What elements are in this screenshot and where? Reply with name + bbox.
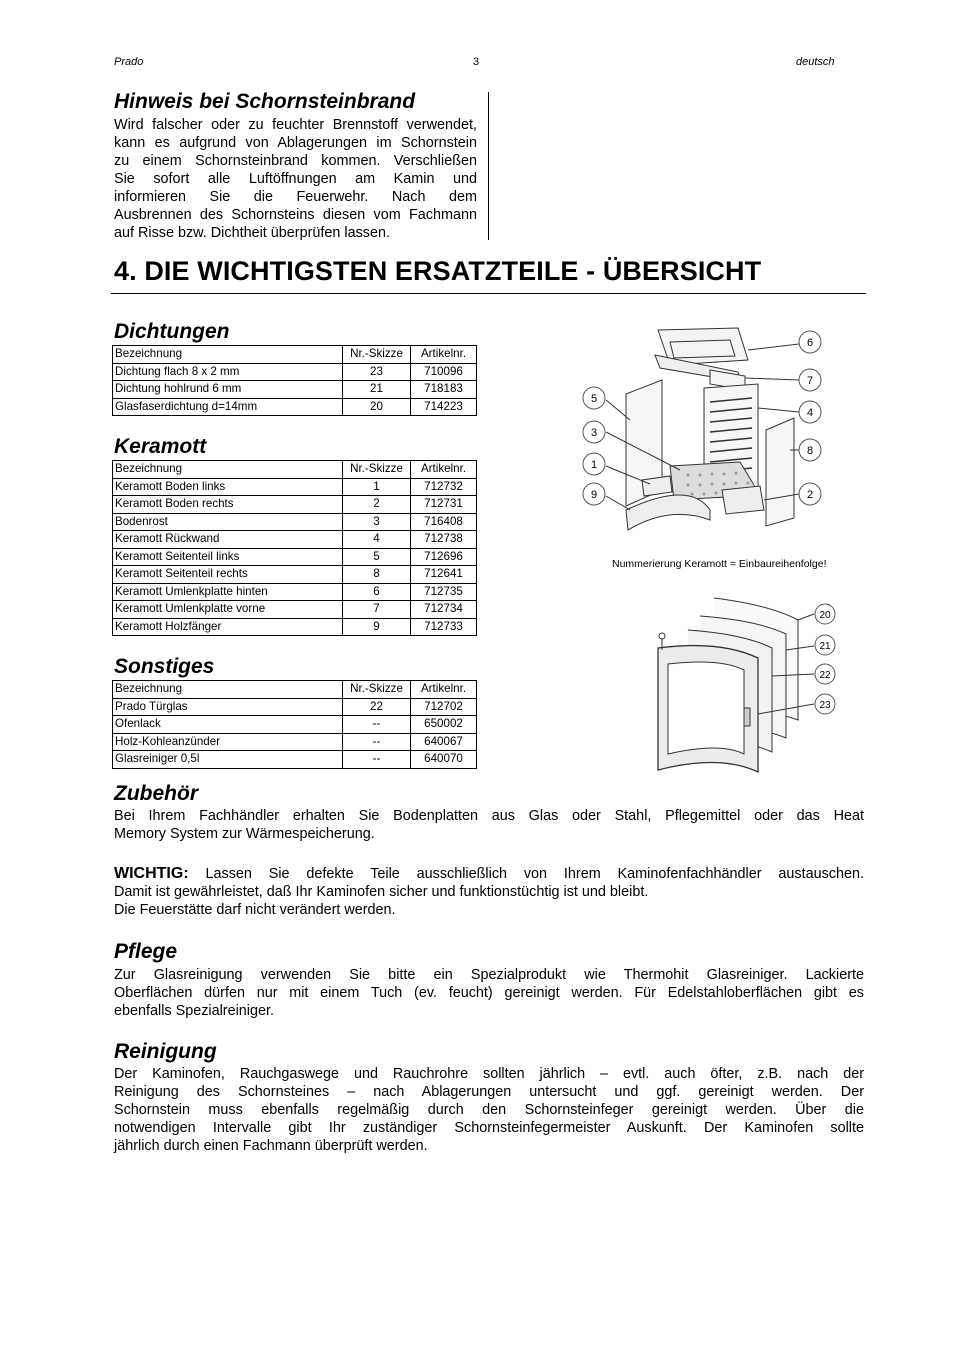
table-row <box>113 601 477 619</box>
table-cell: 650002 <box>411 716 477 734</box>
wichtig-line: Damit ist gewährleistet, daß Ihr Kaminofen sicher und funktionstüchtig ist und bleibt. <box>114 884 649 900</box>
table-header: Nr.-Skizze <box>343 461 411 479</box>
table-cell: 710096 <box>411 363 477 381</box>
hinweis-line: kann es aufgrund von Ablagerungen im Schornstein <box>114 135 477 151</box>
table-row <box>113 751 477 769</box>
callout-4: 4 <box>806 407 814 419</box>
table-header: Bezeichnung <box>113 681 343 699</box>
reinigung-title: Reinigung <box>114 1040 217 1063</box>
table-cell: 712641 <box>411 566 477 584</box>
table-cell: 712733 <box>411 618 477 636</box>
table-cell: 714223 <box>411 398 477 416</box>
chapter-heading <box>114 256 761 287</box>
table-cell: Dichtung hohlrund 6 mm <box>113 381 343 399</box>
table-cell: 712731 <box>411 496 477 514</box>
zubehoer-line: Memory System zur Wärmespeicherung. <box>114 826 375 842</box>
table-header: Artikelnr. <box>411 346 477 364</box>
pflege-line: ebenfalls Spezialreiniger. <box>114 1003 274 1019</box>
table-cell: 718183 <box>411 381 477 399</box>
pflege-line: Oberflächen dürfen nur mit einem Tuch (ev. feucht) gereinigt werden. Für Edelstahloberflächen gibt es <box>114 985 864 1001</box>
table-cell: 6 <box>343 583 411 601</box>
table-cell: 1 <box>343 478 411 496</box>
keramott-table <box>112 460 477 636</box>
callout-22: 22 <box>819 670 831 681</box>
page-number: 3 <box>473 56 480 68</box>
table-cell: Glasfaserdichtung d=14mm <box>113 398 343 416</box>
sonstiges-title: Sonstiges <box>114 655 215 678</box>
table-cell: 9 <box>343 618 411 636</box>
table-row <box>113 496 477 514</box>
table-cell: Glasreiniger 0,5l <box>113 751 343 769</box>
wichtig-first-line <box>114 865 864 883</box>
pflege-title: Pflege <box>114 940 178 963</box>
table-cell: 5 <box>343 548 411 566</box>
hinweis-line: auf Risse bzw. Dichtheit überprüfen lassen. <box>114 225 390 241</box>
zubehoer-line: Bei Ihrem Fachhändler erhalten Sie Bodenplatten aus Glas oder Stahl, Pflegemittel oder das Heat <box>114 808 864 824</box>
table-row <box>113 583 477 601</box>
table-cell: 712702 <box>411 698 477 716</box>
callout-23: 23 <box>819 700 831 711</box>
reinigung-line: notwendigen Intervalle gibt Ihr zuständiger Schornsteinfegermeister Auskunft. Der Kaminofen sollte <box>114 1120 864 1136</box>
table-header-row <box>113 461 477 479</box>
wichtig-line: Die Feuerstätte darf nicht verändert werden. <box>114 902 396 918</box>
table-row <box>113 716 477 734</box>
chapter-number: 4. <box>114 256 137 286</box>
table-cell: Dichtung flach 8 x 2 mm <box>113 363 343 381</box>
table-row <box>113 478 477 496</box>
hinweis-text <box>114 116 477 242</box>
zubehoer-text <box>114 807 864 843</box>
dichtungen-title: Dichtungen <box>114 320 230 343</box>
table-header: Bezeichnung <box>113 346 343 364</box>
sonstiges-table <box>112 680 477 769</box>
table-row <box>113 566 477 584</box>
hinweis-line: Sie sofort alle Luftöffnungen am Kamin und <box>114 171 477 187</box>
table-header: Nr.-Skizze <box>343 346 411 364</box>
table-cell: 7 <box>343 601 411 619</box>
table-row <box>113 548 477 566</box>
table-cell: 712732 <box>411 478 477 496</box>
callout-6: 6 <box>806 337 814 349</box>
table-cell: 20 <box>343 398 411 416</box>
hinweis-line: informieren Sie die Feuerwehr. Nach dem <box>114 189 477 205</box>
table-header: Artikelnr. <box>411 461 477 479</box>
table-cell: Bodenrost <box>113 513 343 531</box>
pflege-text <box>114 966 864 1020</box>
table-cell: 8 <box>343 566 411 584</box>
callout-3: 3 <box>590 427 598 439</box>
table-row <box>113 531 477 549</box>
table-cell: Prado Türglas <box>113 698 343 716</box>
header-left: Prado <box>114 56 144 68</box>
table-row <box>113 618 477 636</box>
table-row <box>113 698 477 716</box>
table-cell: 640070 <box>411 751 477 769</box>
table-cell: 4 <box>343 531 411 549</box>
column-divider <box>488 92 489 240</box>
chapter-title: DIE WICHTIGSTEN ERSATZTEILE - ÜBERSICHT <box>144 256 762 286</box>
callout-8: 8 <box>806 445 814 457</box>
wichtig-sentence: Lassen Sie defekte Teile ausschließlich von Ihrem Kaminofenfachhändler austauschen. <box>188 866 864 882</box>
table-cell: Keramott Umlenkplatte hinten <box>113 583 343 601</box>
table-header-row <box>113 681 477 699</box>
reinigung-line: Der Kaminofen, Rauchgaswege und Rauchrohre sollten jährlich – evtl. auch öfter, z.B. nach der <box>114 1066 864 1082</box>
table-cell: Ofenlack <box>113 716 343 734</box>
callout-9: 9 <box>590 489 598 501</box>
hinweis-line: Wird falscher oder zu feuchter Brennstoff verwendet, <box>114 117 477 133</box>
table-header: Artikelnr. <box>411 681 477 699</box>
table-cell: 712738 <box>411 531 477 549</box>
table-cell: Keramott Holzfänger <box>113 618 343 636</box>
table-cell: Keramott Boden links <box>113 478 343 496</box>
table-cell: 712735 <box>411 583 477 601</box>
callout-2: 2 <box>806 489 814 501</box>
table-cell: -- <box>343 751 411 769</box>
table-cell: 22 <box>343 698 411 716</box>
table-cell: 2 <box>343 496 411 514</box>
wichtig-label: WICHTIG: <box>114 865 189 882</box>
chapter-underline <box>111 293 866 294</box>
pflege-line: Zur Glasreinigung verwenden Sie bitte ein Spezialprodukt wie Thermohit Glasreiniger. Lackierte <box>114 967 864 983</box>
table-row <box>113 381 477 399</box>
hinweis-line: Ausbrennen des Schornsteins diesen vom Fachmann <box>114 207 477 223</box>
callout-1: 1 <box>590 459 598 471</box>
reinigung-line: jährlich durch einen Fachmann überprüft werden. <box>114 1138 428 1154</box>
callout-5: 5 <box>590 393 598 405</box>
table-header: Nr.-Skizze <box>343 681 411 699</box>
zubehoer-title: Zubehör <box>114 782 198 805</box>
table-cell: 21 <box>343 381 411 399</box>
hinweis-title: Hinweis bei Schornsteinbrand <box>114 90 416 113</box>
table-cell: 712734 <box>411 601 477 619</box>
wichtig-text <box>114 865 864 919</box>
door-exploded-diagram <box>640 590 850 790</box>
reinigung-line: Schornstein muss ebenfalls regelmäßig durch den Schornsteinfeger gereinigt werden. Über die <box>114 1102 864 1118</box>
reinigung-text <box>114 1065 864 1155</box>
table-cell: 3 <box>343 513 411 531</box>
table-cell: 640067 <box>411 733 477 751</box>
table-cell: -- <box>343 716 411 734</box>
diagram-caption: Nummerierung Keramott = Einbaureihenfolge! <box>612 558 827 570</box>
table-header-row <box>113 346 477 364</box>
table-row <box>113 733 477 751</box>
callout-7: 7 <box>806 375 814 387</box>
keramott-exploded-diagram <box>570 320 850 550</box>
reinigung-line: Reinigung des Schornsteines – nach Ablagerungen untersucht und ggf. gereinigt werden. Der <box>114 1084 864 1100</box>
keramott-title: Keramott <box>114 435 207 458</box>
table-cell: Holz-Kohleanzünder <box>113 733 343 751</box>
table-cell: 712696 <box>411 548 477 566</box>
header-right: deutsch <box>796 56 835 68</box>
callout-20: 20 <box>819 610 831 621</box>
table-row <box>113 398 477 416</box>
table-cell: 23 <box>343 363 411 381</box>
dichtungen-table <box>112 345 477 416</box>
table-cell: Keramott Rückwand <box>113 531 343 549</box>
table-cell: 716408 <box>411 513 477 531</box>
table-cell: -- <box>343 733 411 751</box>
table-cell: Keramott Boden rechts <box>113 496 343 514</box>
table-cell: Keramott Seitenteil rechts <box>113 566 343 584</box>
hinweis-line: zu einem Schornsteinbrand kommen. Verschließen <box>114 153 477 169</box>
table-header: Bezeichnung <box>113 461 343 479</box>
table-cell: Keramott Umlenkplatte vorne <box>113 601 343 619</box>
callout-21: 21 <box>819 641 831 652</box>
table-cell: Keramott Seitenteil links <box>113 548 343 566</box>
table-row <box>113 363 477 381</box>
table-row <box>113 513 477 531</box>
